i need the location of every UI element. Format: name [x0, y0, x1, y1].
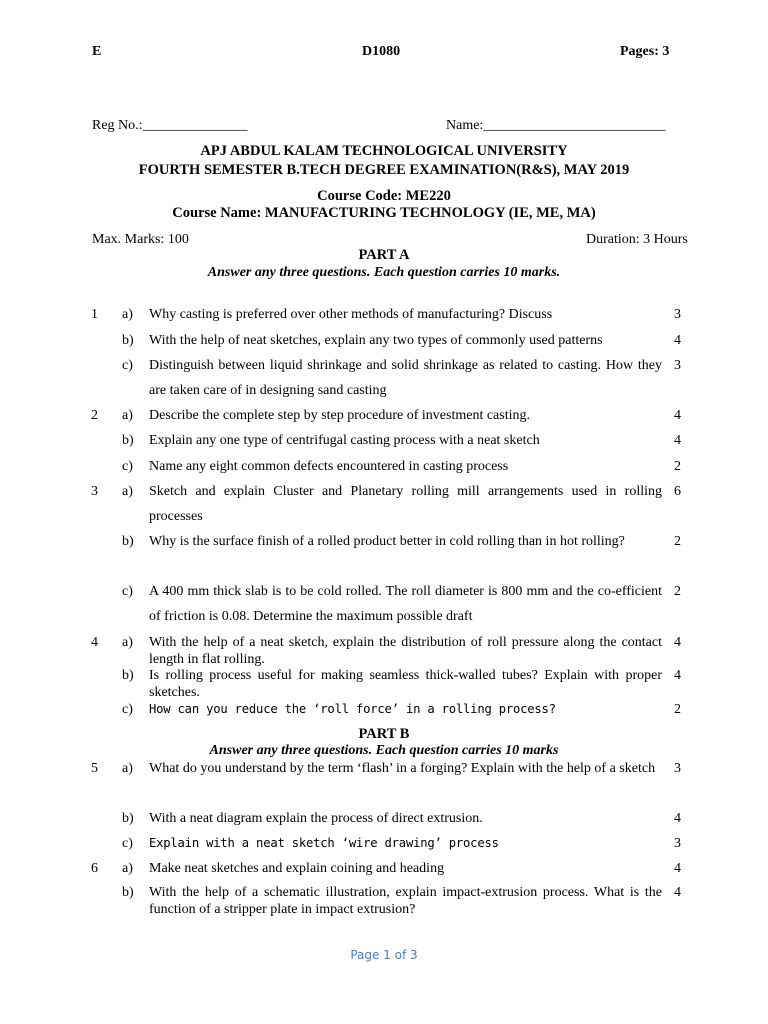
question-marks: 2: [674, 459, 681, 474]
question-marks: 3: [674, 836, 681, 851]
question-text: Name any eight common defects encountered in casting process: [149, 459, 509, 474]
question-marks: 4: [674, 635, 681, 650]
question-sub-label: a): [122, 484, 133, 499]
question-text: Explain with a neat sketch ‘wire drawing’ process: [149, 836, 499, 850]
question-sub-label: c): [122, 702, 133, 717]
question-sub-label: a): [122, 635, 133, 650]
question-text: Sketch and explain Cluster and Planetary rolling mill arrangements used in rolling processes: [149, 484, 662, 524]
question-marks: 3: [674, 761, 681, 776]
question-number: 6: [91, 861, 98, 876]
question-text: Is rolling process useful for making seamless thick-walled tubes? Explain with proper sketches.: [149, 668, 662, 700]
question-sub-label: c): [122, 836, 133, 851]
question-sub-label: a): [122, 761, 133, 776]
question-text: Explain any one type of centrifugal casting process with a neat sketch: [149, 433, 540, 448]
question-number: 3: [91, 484, 98, 499]
reg-no-field: Reg No.:_______________: [92, 118, 248, 133]
question-number: 5: [91, 761, 98, 776]
question-marks: 3: [674, 358, 681, 373]
question-marks: 2: [674, 534, 681, 549]
part-a-title: PART A: [358, 247, 410, 263]
question-number: 4: [91, 635, 98, 650]
course-name: Course Name: MANUFACTURING TECHNOLOGY (IE, ME, MA): [172, 205, 596, 221]
exam-title: FOURTH SEMESTER B.TECH DEGREE EXAMINATION(R&S), MAY 2019: [138, 162, 630, 178]
question-text: Why casting is preferred over other methods of manufacturing? Discuss: [149, 307, 553, 322]
question-text: With the help of a schematic illustration, explain impact-extrusion process. What is the function of a stripper plate in impact extrusion?: [149, 885, 662, 917]
question-marks: 4: [674, 861, 681, 876]
question-sub-label: a): [122, 408, 133, 423]
page-indicator: Page 1 of 3: [350, 948, 418, 962]
question-sub-label: b): [122, 811, 134, 826]
question-text: Describe the complete step by step procedure of investment casting.: [149, 408, 530, 423]
paper-code: D1080: [362, 44, 401, 59]
question-marks: 4: [674, 885, 681, 900]
question-sub-label: c): [122, 584, 133, 599]
question-sub-label: b): [122, 534, 134, 549]
question-sub-label: b): [122, 433, 134, 448]
part-b-title: PART B: [358, 726, 410, 742]
question-marks: 2: [674, 702, 681, 717]
question-sub-label: a): [122, 307, 133, 322]
question-text: How can you reduce the ‘roll force’ in a rolling process?: [149, 702, 556, 716]
question-marks: 2: [674, 584, 681, 599]
question-text: Distinguish between liquid shrinkage and solid shrinkage as related to casting. How they are taken care of in designing sand casting: [149, 358, 662, 398]
course-code: Course Code: ME220: [317, 188, 451, 204]
question-sub-label: b): [122, 333, 134, 348]
question-marks: 3: [674, 307, 681, 322]
question-marks: 4: [674, 668, 681, 683]
question-text: A 400 mm thick slab is to be cold rolled. The roll diameter is 800 mm and the co-efficient of friction is 0.08. Determine the maximum possible draft: [149, 584, 662, 624]
part-b-instruction: Answer any three questions. Each question carries 10 marks: [209, 743, 559, 758]
question-text: Make neat sketches and explain coining and heading: [149, 861, 445, 876]
question-number: 2: [91, 408, 98, 423]
question-marks: 4: [674, 433, 681, 448]
question-number: 1: [91, 307, 98, 322]
question-text: Why is the surface finish of a rolled product better in cold rolling than in hot rolling?: [149, 534, 625, 549]
question-sub-label: a): [122, 861, 133, 876]
question-sub-label: c): [122, 459, 133, 474]
question-marks: 4: [674, 333, 681, 348]
duration: Duration: 3 Hours: [586, 232, 688, 247]
question-marks: 4: [674, 408, 681, 423]
question-text: With the help of a neat sketch, explain the distribution of roll pressure along the contact length in flat rolling.: [149, 635, 662, 667]
question-marks: 4: [674, 811, 681, 826]
question-text: What do you understand by the term ‘flash’ in a forging? Explain with the help of a sketch: [149, 761, 656, 776]
university-name: APJ ABDUL KALAM TECHNOLOGICAL UNIVERSITY: [200, 143, 568, 159]
question-sub-label: c): [122, 358, 133, 373]
name-field: Name:__________________________: [446, 118, 666, 133]
question-text: With a neat diagram explain the process of direct extrusion.: [149, 811, 483, 826]
paper-set-code: E: [92, 44, 102, 59]
page-count: Pages: 3: [620, 44, 670, 59]
question-sub-label: b): [122, 668, 134, 683]
question-text: With the help of neat sketches, explain any two types of commonly used patterns: [149, 333, 603, 348]
question-sub-label: b): [122, 885, 134, 900]
question-marks: 6: [674, 484, 681, 499]
max-marks: Max. Marks: 100: [92, 232, 189, 247]
part-a-instruction: Answer any three questions. Each question carries 10 marks.: [207, 265, 561, 280]
